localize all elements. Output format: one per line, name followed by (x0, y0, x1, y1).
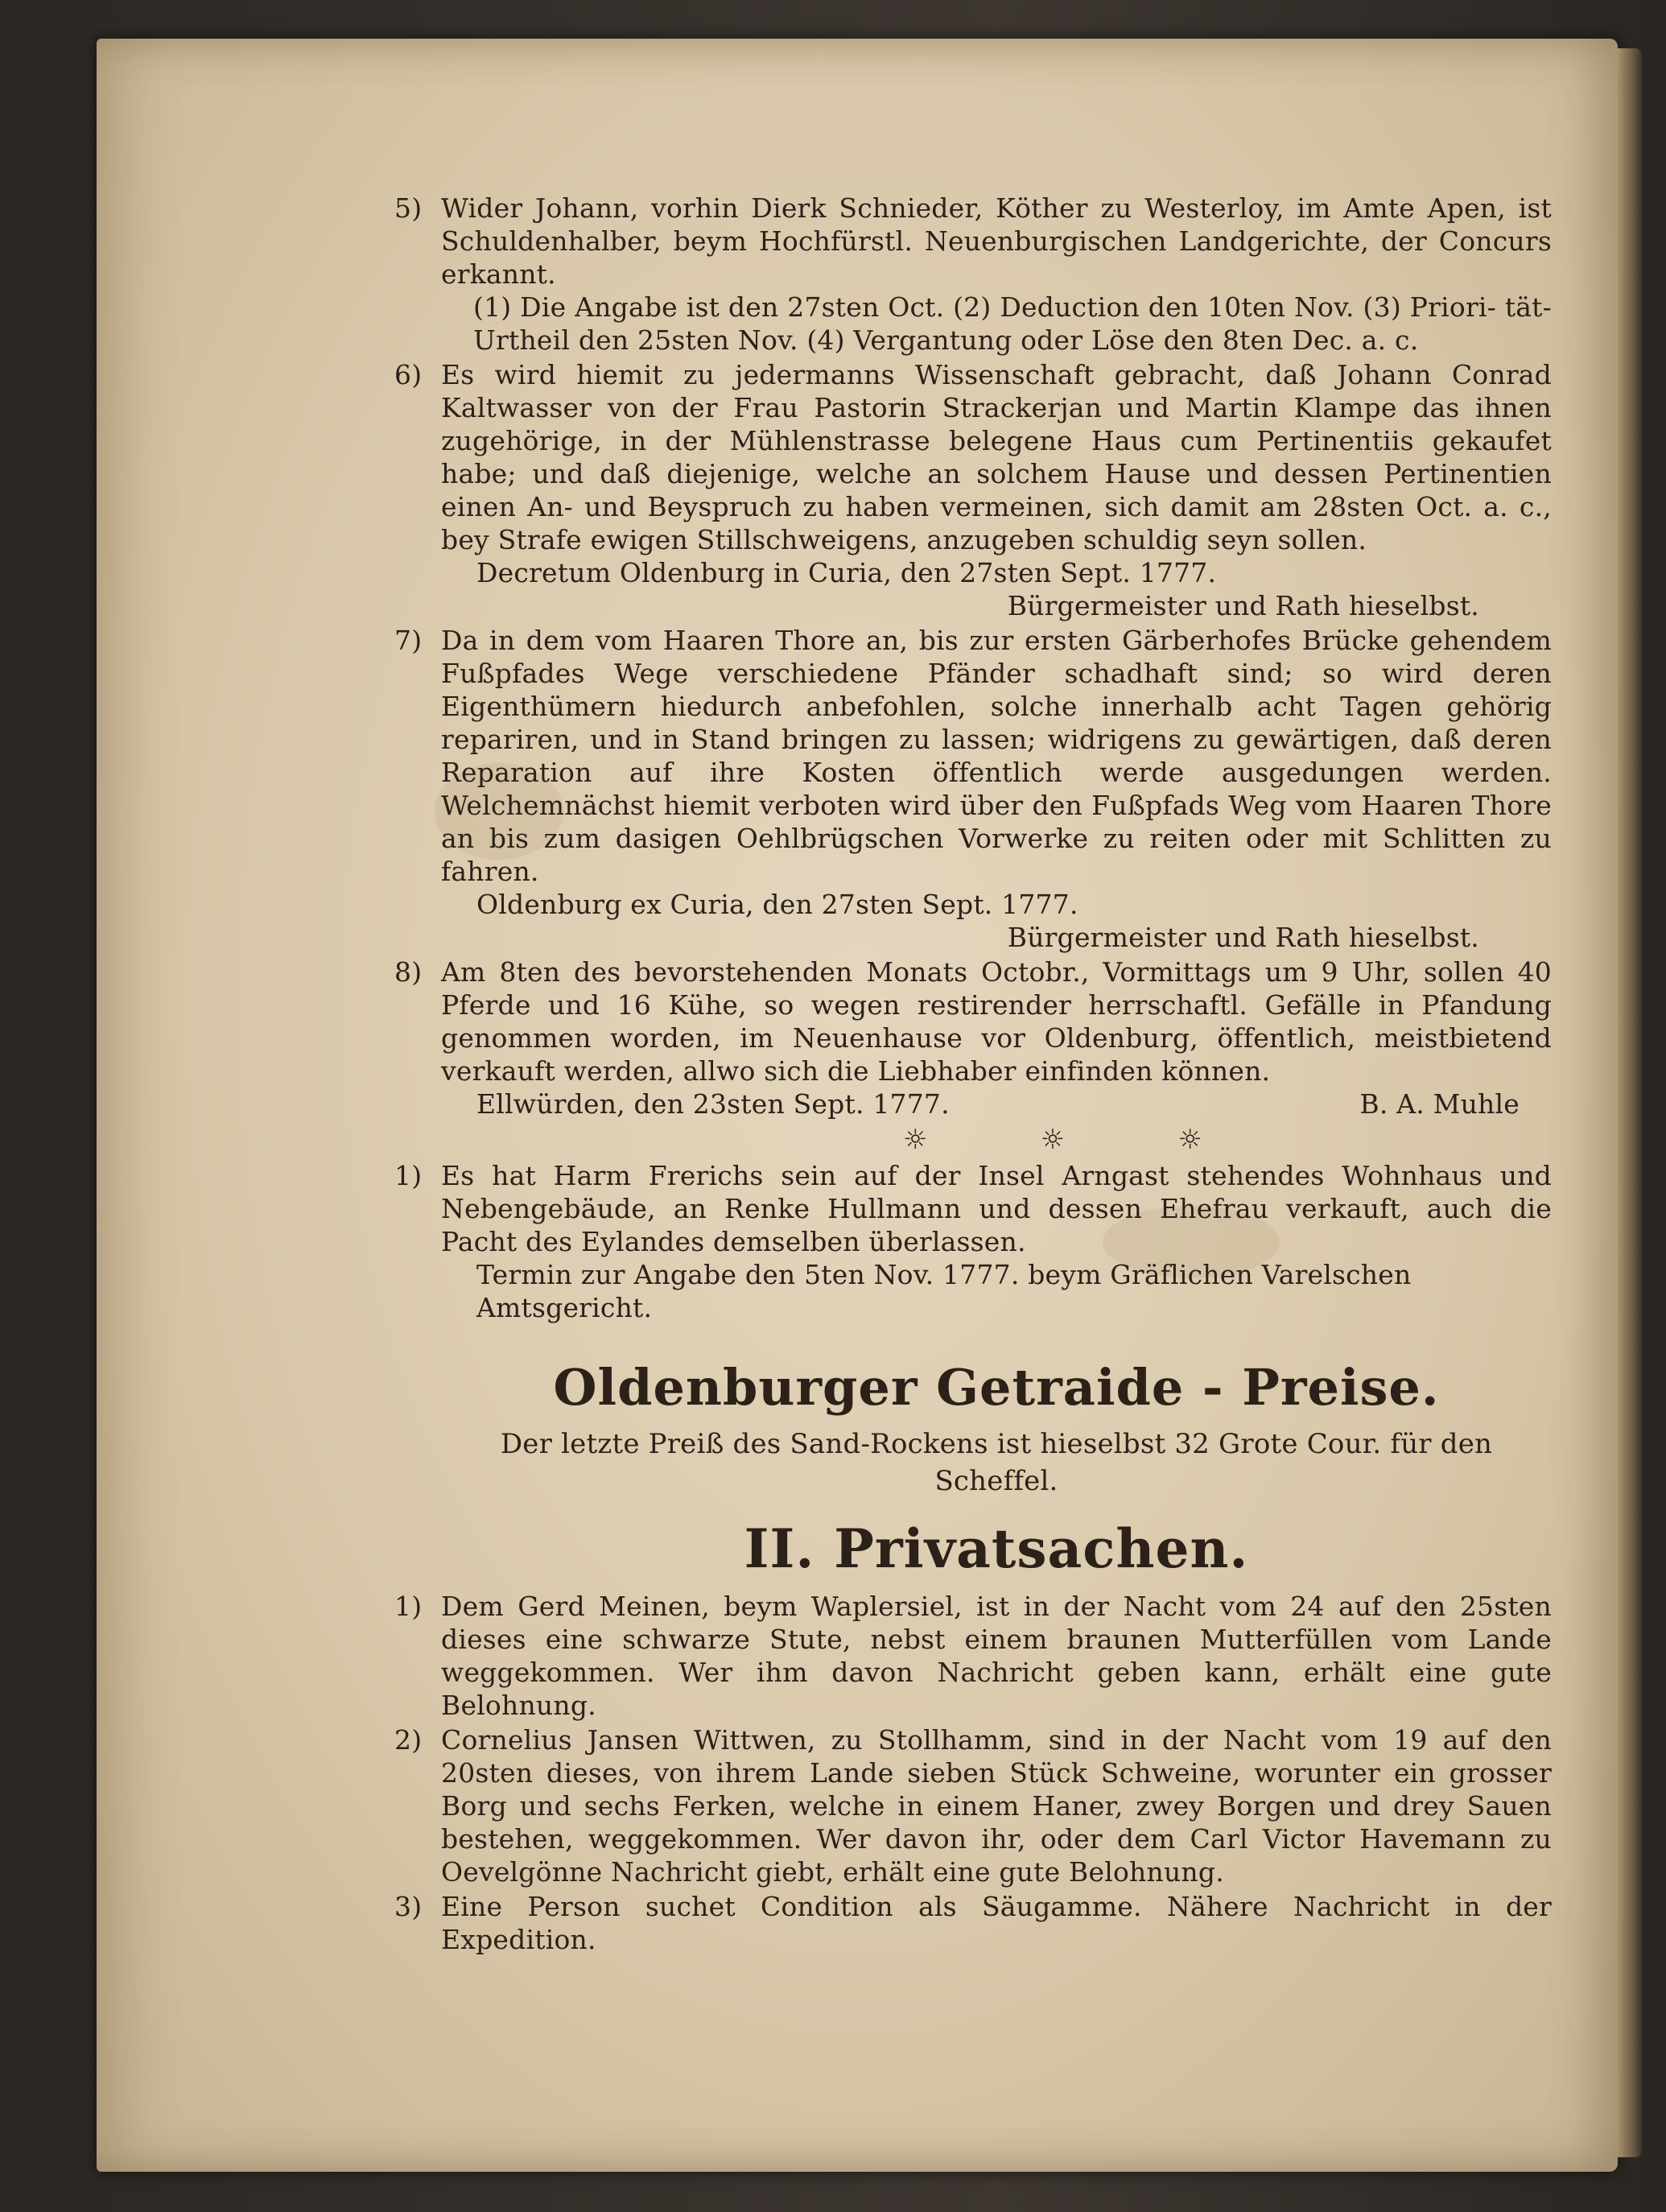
entry-text: Da in dem vom Haaren Thore an, bis zur ersten Gärberhofes Brücke gehendem Fußpfades Wege verschiedene Pfänder schadhaft sind; so wird deren Eigenthümern hiedurch anbefohlen, solche innerhalb acht Tagen gehörig repariren, und in Stand bringen zu lassen; widrigens zu gewärtigen, daß deren Reparation auf ihre Kosten öffentlich werde ausgedungen werden. Welchemnächst hiemit verboten wird über den Fußpfads Weg vom Haaren Thore an bis zum dasigen Oehlbrügschen Vorwerke zu reiten oder mit Schlitten zu fahren. (441, 625, 1552, 887)
entry-text: Wider Johann, vorhin Dierk Schnieder, Köther zu Westerloy, im Amte Apen, ist Schuldenhalber, beym Hochfürstl. Neuenburgischen Landgerichte, der Concurs erkannt. (441, 192, 1552, 290)
private-entry (394, 1723, 1552, 1888)
entry-schedule: (1) Die Angabe ist den 27sten Oct. (2) Deduction den 10ten Nov. (3) Priori- tät-Urtheil den 25sten Nov. (4) Vergantung oder Löse den 8ten Dec. a. c. (473, 291, 1552, 356)
document-text (394, 192, 1552, 1958)
entry-number: 5) (394, 192, 423, 224)
adjacent-page-edge (1618, 48, 1642, 2157)
entry-dateline: Ellwürden, den 23sten Sept. 1777. (476, 1088, 950, 1120)
sun-ornament-icon: ☼ (902, 1124, 928, 1156)
private-entry (394, 1590, 1552, 1722)
private-matters-heading: II. Privatsachen. (744, 1517, 1249, 1580)
entry-number: 1) (394, 1591, 423, 1622)
entry-number: 2) (394, 1724, 423, 1756)
entry-text: Eine Person suchet Condition als Säugamme. Nähere Nachricht in der Expedition. (441, 1891, 1552, 1955)
notice-entry (394, 955, 1552, 1120)
entry-text: Es hat Harm Frerichs sein auf der Insel Arngast stehendes Wohnhaus und Nebengebäude, an Renke Hullmann und dessen Ehefrau verkauft, auch die Pacht des Eylandes demselben überlassen. (441, 1160, 1552, 1257)
entry-number: 7) (394, 625, 423, 656)
notice-entry (394, 1159, 1552, 1324)
entry-text: Es wird hiemit zu jedermanns Wissenschaft gebracht, daß Johann Conrad Kaltwasser von der Frau Pastorin Strackerjan und Martin Klampe das ihnen zugehörige, in der Mühlenstrasse belegene Haus cum Pertinentiis gekaufet habe; und daß diejenige, welche an solchem Hause und dessen Pertinentien einen An- und Beyspruch zu haben vermeinen, sich damit am 28sten Oct. a. c., bey Strafe ewigen Stillschweigens, anzugeben schuldig seyn sollen. (441, 359, 1552, 555)
entry-number: 8) (394, 956, 423, 988)
entry-dateline-row (441, 1087, 1552, 1120)
entry-signature: B. A. Muhle (1359, 1088, 1520, 1120)
section-divider (554, 1122, 1552, 1158)
entry-dateline: Decretum Oldenburg in Curia, den 27sten Sept. 1777. (476, 557, 1217, 588)
private-entry (394, 1890, 1552, 1956)
notice-entry (394, 624, 1552, 954)
notice-entry (394, 358, 1552, 622)
entry-dateline: Oldenburg ex Curia, den 27sten Sept. 1777. (476, 889, 1078, 920)
grain-prices-title: Oldenburger Getraide - Preise. (553, 1358, 1440, 1417)
entry-signature: Bürgermeister und Rath hieselbst. (1007, 922, 1479, 953)
notice-entry (394, 192, 1552, 357)
entry-text: Cornelius Jansen Wittwen, zu Stollhamm, sind in der Nacht vom 19 auf den 20sten dieses, von ihrem Lande sieben Stück Schweine, worunter ein grosser Borg und sechs Ferken, welche in einem Haner, zwey Borgen und drey Sauen bestehen, weggekommen. Wer davon ihr, oder dem Carl Victor Havemann zu Oevelgönne Nachricht giebt, erhält eine gute Belohnung. (441, 1724, 1552, 1888)
entry-number: 3) (394, 1891, 423, 1922)
entry-text: Dem Gerd Meinen, beym Waplersiel, ist in der Nacht vom 24 auf den 25sten dieses eine schwarze Stute, nebst einem braunen Mutterfüllen vom Lande weggekommen. Wer ihm davon Nachricht geben kann, erhält eine gute Belohnung. (441, 1591, 1552, 1721)
entry-number: 1) (394, 1160, 423, 1191)
grain-prices-text: Der letzte Preiß des Sand-Rockens ist hieselbst 32 Grote Cour. für den Scheffel. (500, 1428, 1493, 1497)
entry-number: 6) (394, 359, 423, 390)
entry-text: Am 8ten des bevorstehenden Monats Octobr., Vormittags um 9 Uhr, sollen 40 Pferde und 16 Kühe, so wegen restirender herrschaftl. Gefälle in Pfandung genommen worden, im Neuenhause vor Oldenburg, öffentlich, meistbietend verkauft werden, allwo sich die Liebhaber einfinden können. (441, 956, 1552, 1087)
entry-dateline: Termin zur Angabe den 5ten Nov. 1777. beym Gräflichen Varelschen Amtsgericht. (476, 1259, 1412, 1323)
sun-ornament-icon: ☼ (1177, 1124, 1203, 1156)
sun-ornament-icon: ☼ (1040, 1124, 1066, 1156)
entry-signature: Bürgermeister und Rath hieselbst. (1007, 590, 1479, 621)
